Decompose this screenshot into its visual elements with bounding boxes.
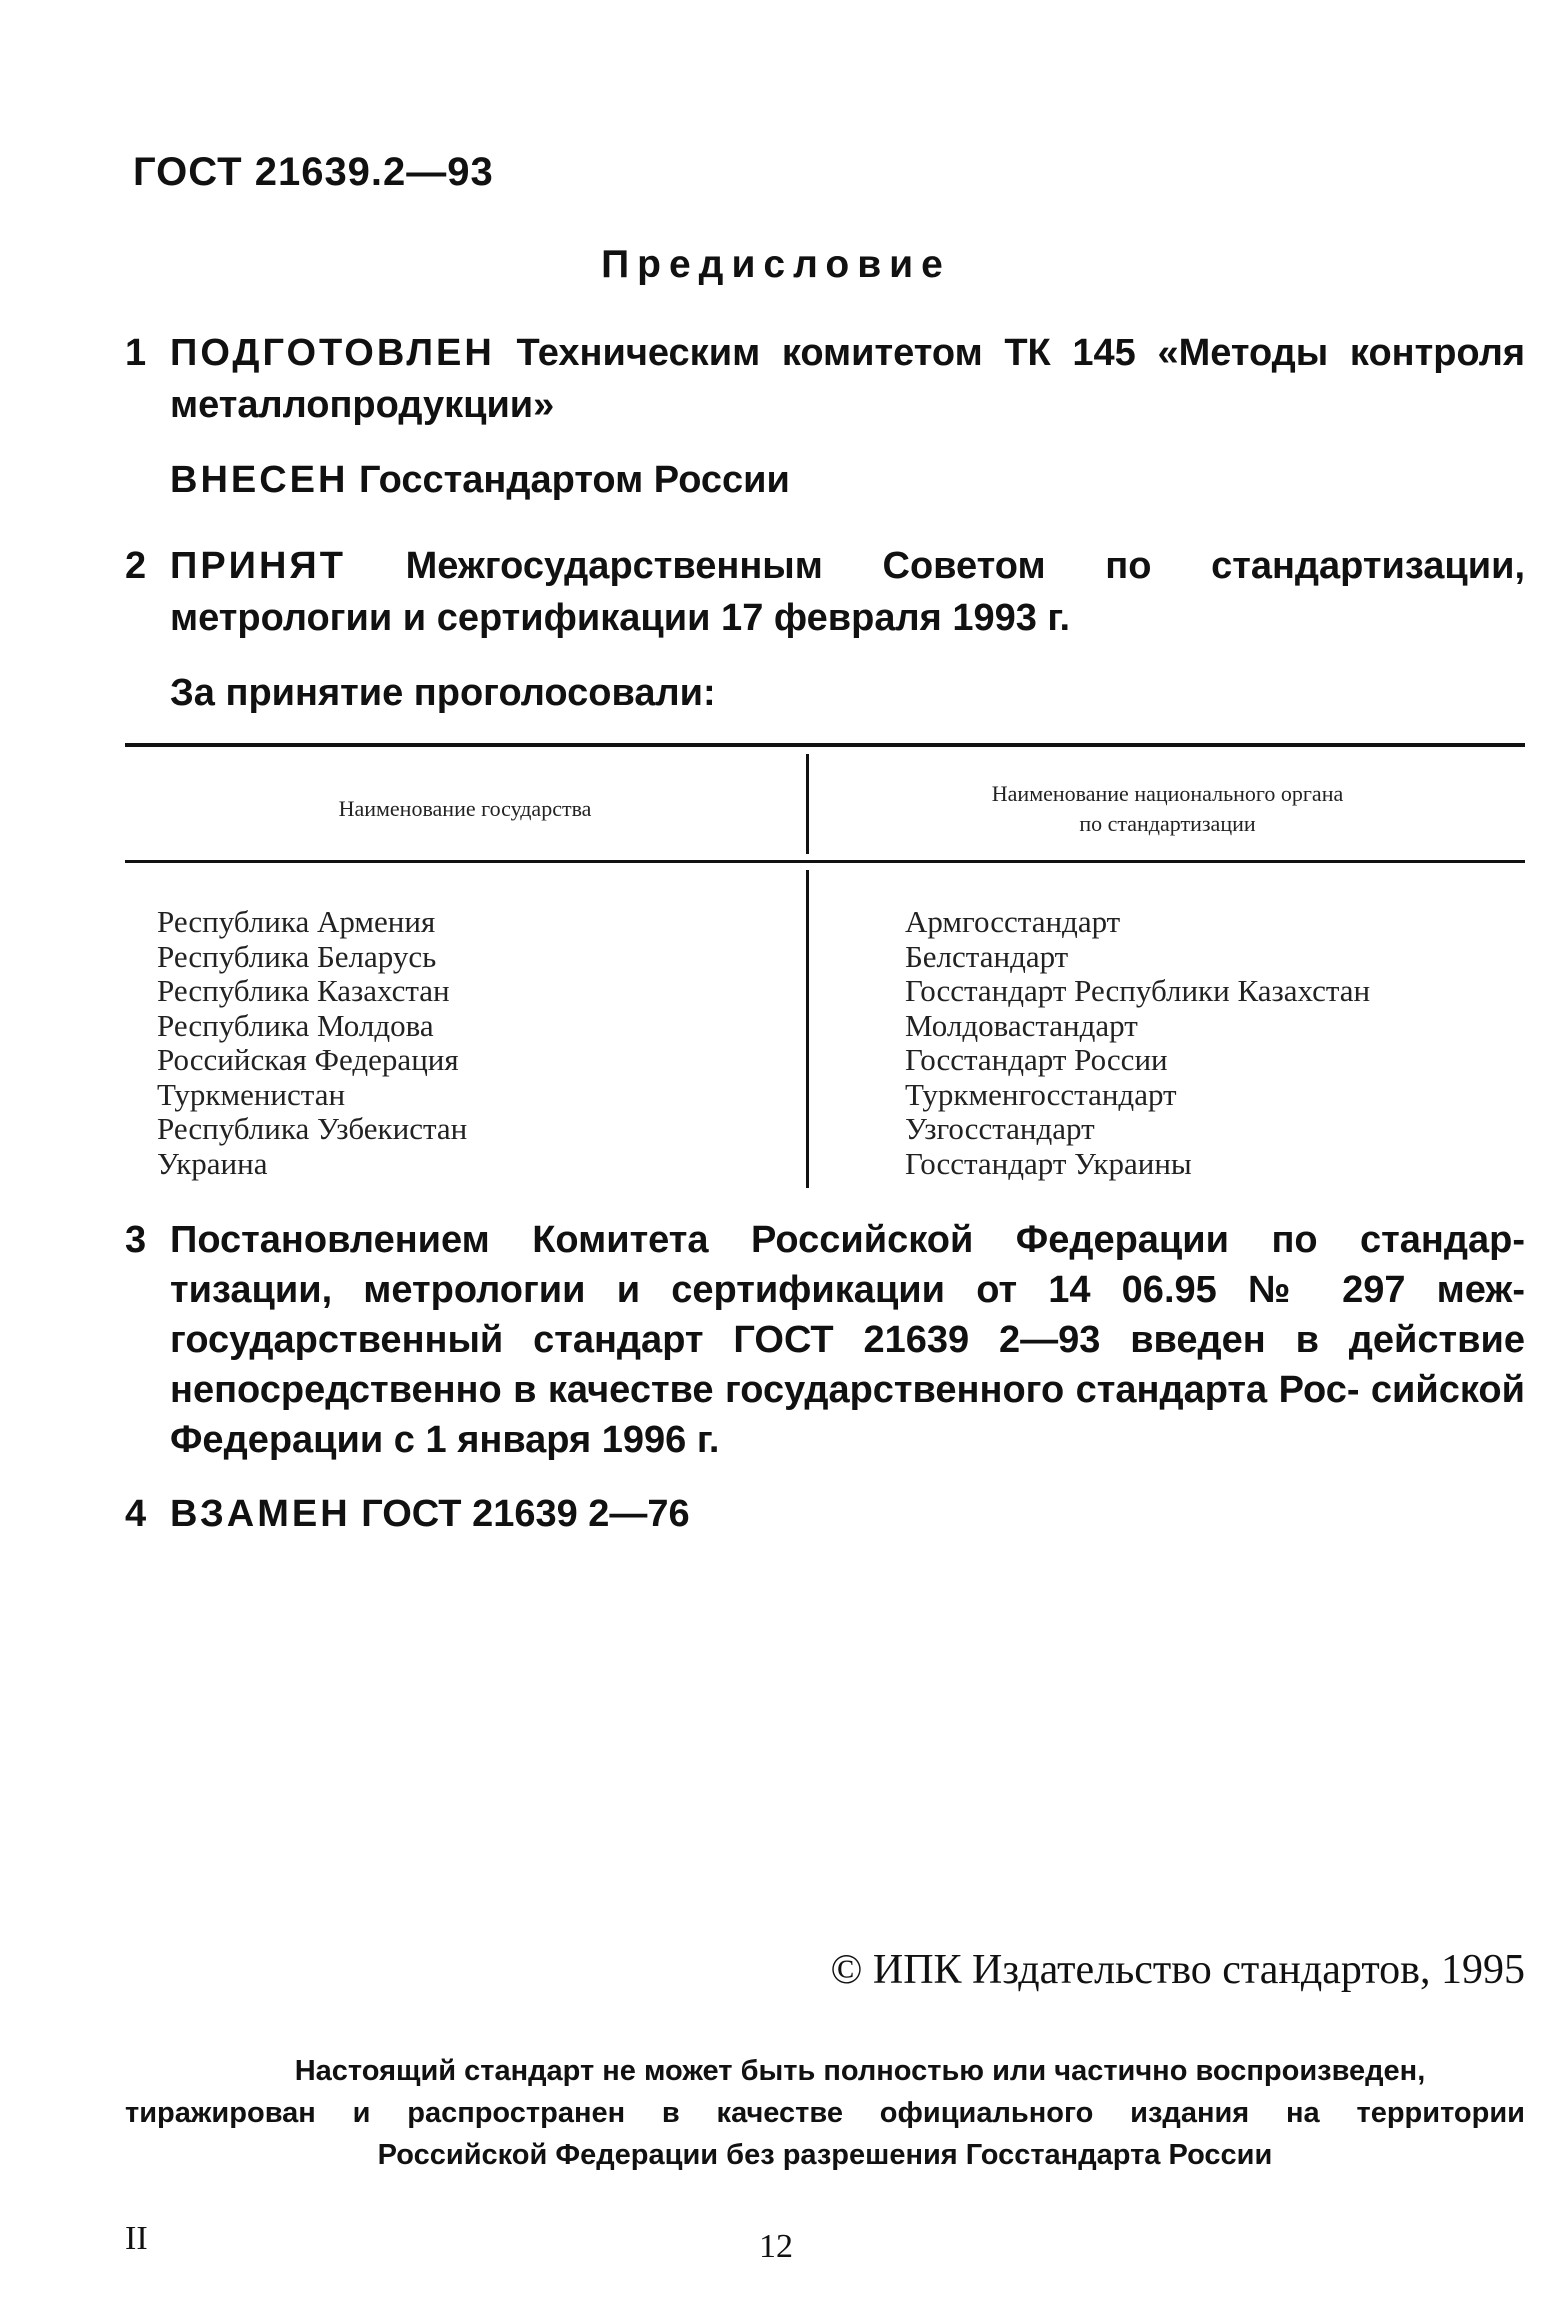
item-number: 3 [125, 1219, 147, 1261]
item-text-line: сийской Федерации с 1 января 1996 г. [170, 1369, 1525, 1461]
table-cell-body: Белстандарт [905, 938, 1069, 974]
table-top-rule [125, 743, 1525, 747]
table-cell-body: Армгосстандарт [905, 904, 1121, 939]
preface-item-1 [125, 327, 1525, 431]
table-body-divider [806, 870, 809, 1188]
table-cell-body: Туркменгосстандарт [905, 1076, 1177, 1112]
table-header-state: Наименование государства [338, 796, 592, 821]
item-text: ГОСТ 21639 2—76 [350, 1493, 690, 1535]
table-cell-state: Туркменистан [157, 1076, 346, 1112]
copyright: © ИПК Издательство стандартов, 1995 [830, 1947, 1525, 1993]
reproduction-notice [125, 2050, 1525, 2176]
table-cell-state: Республика Беларусь [157, 938, 437, 974]
item-text: Межгосударственным Советом по стандартизации, [345, 545, 1525, 587]
roman-page-number: II [125, 2220, 148, 2257]
state-column [157, 905, 797, 1181]
item-keyword: ПОДГОТОВЛЕН [170, 332, 495, 374]
table-cell-state: Республика Армения [157, 904, 436, 939]
table-cell-state: Республика Узбекистан [157, 1111, 468, 1146]
notice-line: тиражирован и распространен в качестве официального издания на территории [125, 2097, 1525, 2129]
item-number: 1 [125, 332, 147, 374]
item-keyword: ВНЕСЕН [170, 459, 349, 501]
document-code: ГОСТ 21639.2—93 [133, 150, 494, 194]
item-number: 2 [125, 545, 147, 587]
preface-item-4 [125, 1488, 1525, 1540]
notice-line: Российской Федерации без разрешения Госстандарта России [377, 2139, 1273, 2171]
table-cell-body: Госстандарт Украины [905, 1145, 1192, 1181]
table-header-body-line2: по стандартизации [1079, 811, 1256, 836]
item-text-line: Постановлением Комитета Российской Федерации по стандар- [170, 1219, 1525, 1261]
table-cell-body: Госстандарт России [905, 1042, 1168, 1077]
item-text-line2: метрологии и сертификации 17 февраля 1993 г. [170, 597, 1071, 639]
item-keyword: ПРИНЯТ [170, 545, 346, 587]
item-number: 4 [125, 1493, 147, 1535]
page-number: 12 [759, 2228, 793, 2265]
table-header-body-line1: Наименование национального органа [991, 781, 1344, 806]
table-cell-body: Узгосстандарт [905, 1111, 1095, 1146]
preface-item-3 [125, 1215, 1525, 1465]
item-text-line: государственный стандарт ГОСТ 21639 2—93 введен в действие [170, 1319, 1525, 1361]
preface-item-2 [125, 540, 1525, 644]
table-header-rule [125, 860, 1525, 863]
table-cell-state: Российская Федерация [157, 1042, 459, 1077]
table-header-body [810, 779, 1525, 839]
table-cell-body: Госстандарт Республики Казахстан [905, 973, 1371, 1008]
item-text-line: тизации, метрологии и сертификации от 14 06.95 № 297 меж- [170, 1269, 1525, 1311]
table-cell-state: Республика Казахстан [157, 973, 450, 1008]
table-cell-state: Украина [157, 1145, 268, 1181]
table-cell-body: Молдовастандарт [905, 1007, 1138, 1043]
table-cell-state: Республика Молдова [157, 1007, 434, 1043]
item-text: Госстандартом России [348, 459, 790, 501]
voted-label: За принятие проголосовали: [170, 672, 716, 714]
notice-line: Настоящий стандарт не может быть полностью или частично воспроизведен, [294, 2055, 1426, 2087]
item-text-line2: контроля металлопродукции» [170, 332, 1526, 426]
item-text-line: непосредственно в качестве государственного стандарта Рос- [170, 1369, 1360, 1411]
body-column [905, 905, 1525, 1181]
item-text: Техническим комитетом ТК 145 «Методы [494, 332, 1329, 374]
page-title: Предисловие [601, 243, 951, 286]
submitted-line [170, 459, 790, 502]
table-header-divider [806, 754, 809, 854]
item-keyword: ВЗАМЕН [170, 1493, 351, 1535]
